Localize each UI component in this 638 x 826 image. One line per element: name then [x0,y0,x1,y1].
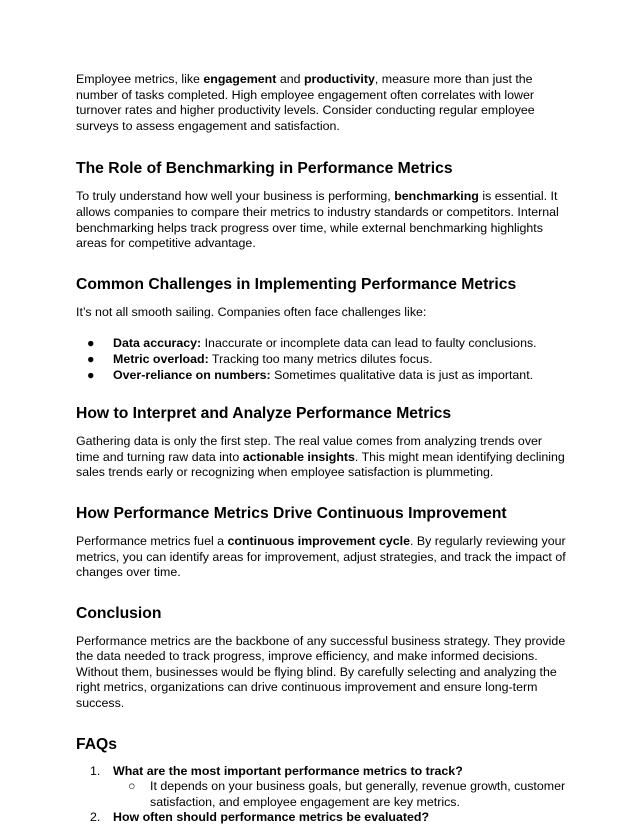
intro-paragraph: Employee metrics, like engagement and productivity, measure more than just the number of tasks completed. High employee engagement often correlates with lower turnover rates and higher productivity levels. Consider conducting regular employee surveys to assess engagement and satisfaction. [76,72,535,133]
interpret-paragraph: Gathering data is only the first step. The real value comes from analyzing trends over time and turning raw data into actionable insights. This might mean identifying declining sales trends early or recognizing when employee satisfaction is plummeting. [76,434,565,480]
section-heading-challenges: Common Challenges in Implementing Performance Metrics [76,275,517,293]
challenges-paragraph: It’s not all smooth sailing. Companies often face challenges like: [76,304,427,319]
bold-term: benchmarking [394,189,479,204]
conclusion-paragraph: Performance metrics are the backbone of any successful business strategy. They provide the data needed to track progress, improve efficiency, and make informed decisions. Without them, businesses would be flying blind. By carefully selecting and analyzing the right metrics, organizations can drive continuous improvement and ensure long-term success. [76,633,566,711]
section-heading-drive: How Performance Metrics Drive Continuous Improvement [76,504,507,522]
bullet-icon: ● [87,351,95,366]
bullet-icon: ● [87,336,95,351]
faq-answer: ○ It depends on your business goals, but generally, revenue growth, customer satisfaction, and employee engagement are key metrics. [128,779,566,809]
bold-term: productivity [303,72,375,86]
challenges-list [76,336,566,383]
bold-term: continuous improvement cycle [227,533,410,548]
section-heading-interpret: How to Interpret and Analyze Performance Metrics [76,405,452,423]
bold-term: engagement [203,72,277,86]
hollow-bullet-icon: ○ [128,779,136,794]
faq-list [76,764,566,826]
section-heading-conclusion: Conclusion [76,604,162,622]
list-item: ● Data accuracy: Inaccurate or incomplete data can lead to faulty conclusions. [87,336,537,351]
bold-term: actionable insights [242,449,355,464]
benchmarking-paragraph: To truly understand how well your business is performing, benchmarking is essential. It allows companies to compare their metrics to industry standards or competitors. Internal benchmarking helps track progress over time, while external benchmarking highlights areas for competitive advantage. [76,189,559,251]
list-item: ● Over-reliance on numbers: Sometimes qualitative data is just as important. [87,367,534,382]
faq-question: 1. What are the most important performance metrics to track? [90,763,463,778]
bullet-icon: ● [87,367,95,382]
section-heading-faqs: FAQs [76,735,117,753]
list-item: ● Metric overload: Tracking too many metrics dilutes focus. [87,351,433,366]
faq-question: 2. How often should performance metrics be evaluated? [90,810,430,825]
section-heading-benchmarking: The Role of Benchmarking in Performance Metrics [76,160,453,178]
drive-paragraph: Performance metrics fuel a continuous improvement cycle. By regularly reviewing your metrics, you can identify areas for improvement, adjust strategies, and track the impact of changes over time. [76,533,566,580]
document-body [76,72,566,826]
